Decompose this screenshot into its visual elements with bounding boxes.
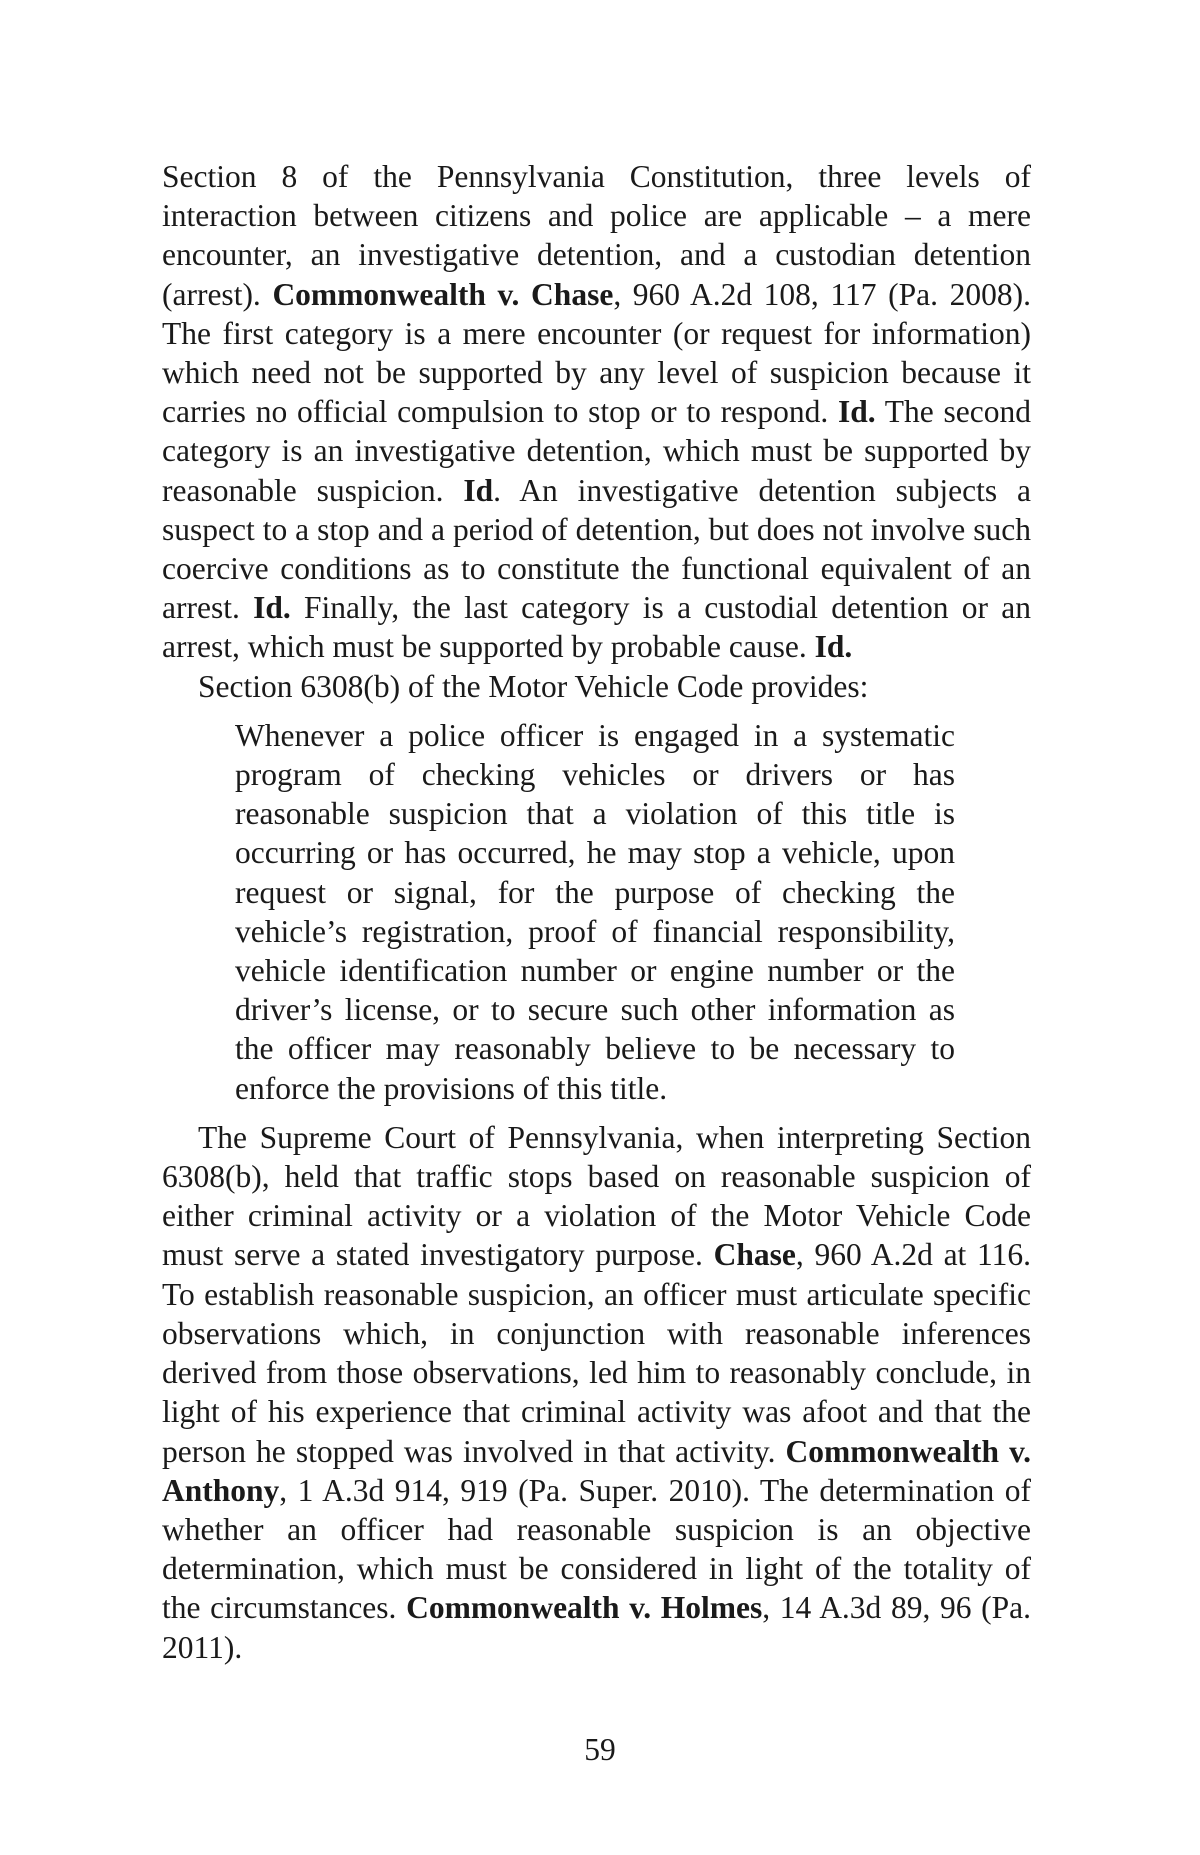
paragraph-constitution-levels [162,157,1031,667]
page-body [162,157,1031,1667]
statute-blockquote [235,716,955,1108]
text-span: Section 8 of the Pennsylvania Constitution, three levels of interaction between citizens and police are applicable – a mere encounter, an investigative detention, and a custodian detention (arrest). [162,159,1031,312]
text-span: , 1 A.3d 914, 919 (Pa. Super. 2010). The determination of whether an officer had reasonable suspicion is an objective determination, which must be considered in light of the totality of the circumstances. [162,1472,1031,1626]
text-span: , 960 A.2d at 116. To establish reasonable suspicion, an officer must articulate specific observations which, in conjunction with reasonable inferences derived from those observations, led him to reasonably conclude, in light of his experience that criminal activity was afoot and that the person he stopped was involved in that activity. [162,1237,1031,1469]
case-citation: Id [463,472,494,508]
paragraph-section-6308b-intro [162,667,1031,706]
case-citation: Commonwealth v. Anthony [162,1433,1031,1508]
text-span: The Supreme Court of Pennsylvania, when interpreting Section 6308(b), held that traffic stops based on reasonable suspicion of either criminal activity or a violation of the Motor Vehicle Code must serve a stated investigatory purpose. [162,1119,1031,1273]
case-citation: Commonwealth v. Chase [272,276,614,312]
text-span: Finally, the last category is a custodial detention or an arrest, which must be supported by probable cause. [162,590,1032,665]
page-number: 59 [584,1732,616,1767]
text-span: The second category is an investigative detention, which must be supported by reasonable suspicion. [162,394,1031,508]
paragraph-supreme-court [162,1118,1031,1667]
case-citation: Id. [814,629,853,665]
case-citation: Id. [837,394,876,430]
case-citation: Commonwealth v. Holmes [406,1590,763,1626]
text-span: , 14 A.3d 89, 96 (Pa. 2011). [162,1590,1032,1665]
text-span: . An investigative detention subjects a suspect to a stop and a period of detention, but does not involve such coercive conditions as to constitute the functional equivalent of an arrest. [162,472,1031,626]
case-citation: Id. [253,590,291,626]
text-span: , 960 A.2d 108, 117 (Pa. 2008). The first category is a mere encounter (or request for information) which need not be supported by any level of suspicion because it carries no official compulsion to stop or to respond. [162,276,1031,430]
blockquote-text: Whenever a police officer is engaged in a systematic program of checking vehicles or drivers or has reasonable suspicion that a violation of this title is occurring or has occurred, he may stop a vehicle, upon request or signal, for the purpose of checking the vehicle’s registration, proof of financial responsibility, vehicle identification number or engine number or the driver’s license, or to secure such other information as the officer may reasonably believe to be necessary to enforce the provisions of this title. [235,717,955,1106]
case-citation: Chase [713,1237,796,1273]
text-span: Section 6308(b) of the Motor Vehicle Code provides: [198,668,869,704]
